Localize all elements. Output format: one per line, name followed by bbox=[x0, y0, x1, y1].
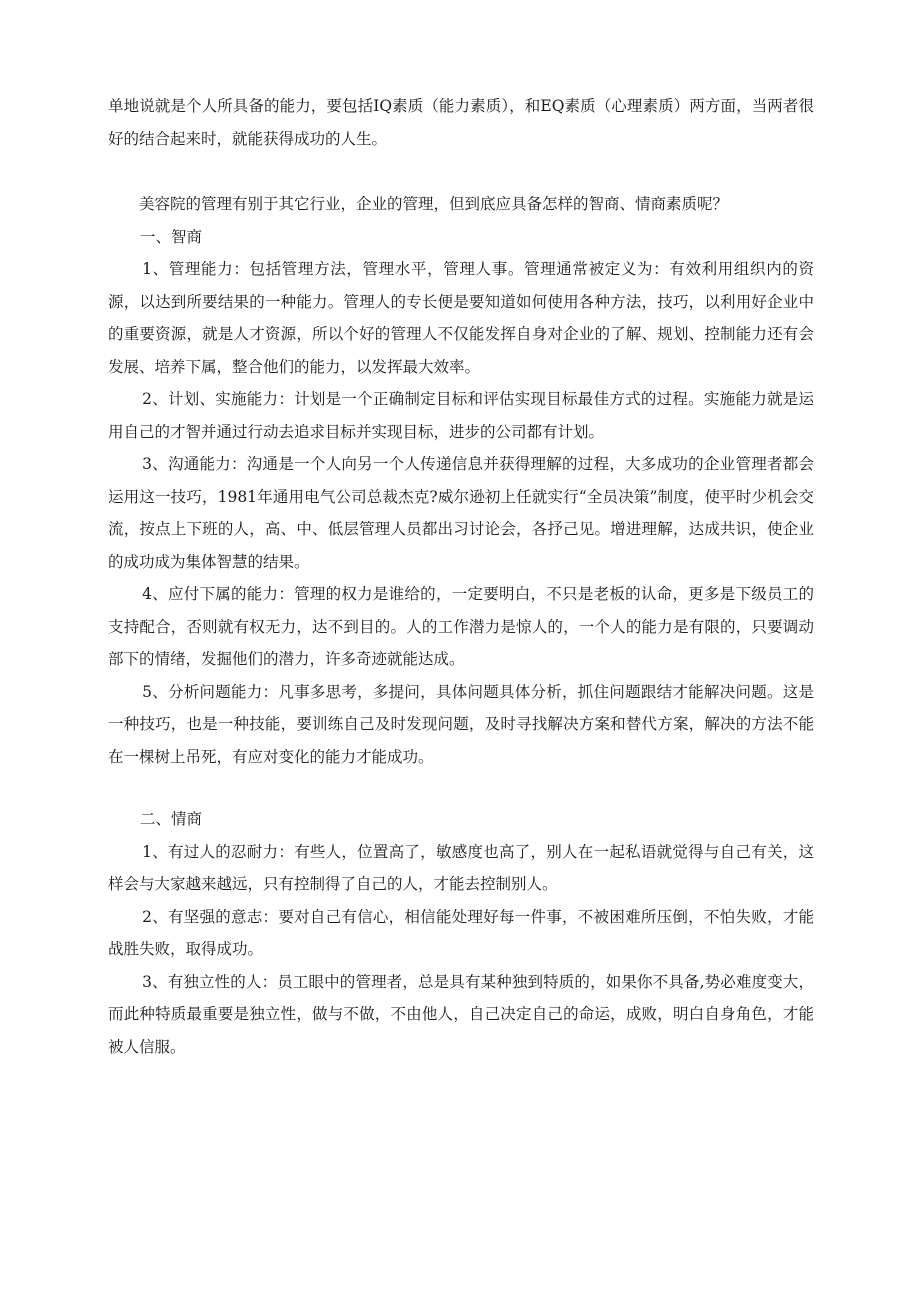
document-page bbox=[108, 90, 814, 1063]
eq-item-willpower: 2、有坚强的意志：要对自己有信心，相信能处理好每一件事，不被困难所压倒，不怕失败，才能战胜失败，取得成功。 bbox=[108, 907, 814, 958]
iq-item-analysis: 5、分析问题能力：凡事多思考，多提问，具体问题具体分析，抓住问题跟结才能解决问题。这是一种技巧，也是一种技能，要训练自己及时发现问题，及时寻找解决方案和替代方案，解决的方法不能在一棵树上吊死，有应对变化的能力才能成功。 bbox=[108, 682, 814, 766]
iq-item-planning: 2、计划、实施能力：计划是一个正确制定目标和评估实现目标最佳方式的过程。实施能力就是运用自己的才智并通过行动去追求目标并实现目标，进步的公司都有计划。 bbox=[108, 390, 814, 441]
question-paragraph: 美容院的管理有别于其它行业，企业的管理，但到底应具备怎样的智商、情商素质呢？ bbox=[139, 195, 729, 213]
iq-item-subordinates: 4、应付下属的能力：管理的权力是谁给的，一定要明白，不只是老板的认命，更多是下级员工的支持配合，否则就有权无力，达不到目的。人的工作潜力是惊人的，一个人的能力是有限的，只要调动部下的情绪，发掘他们的潜力，许多奇迹就能达成。 bbox=[108, 585, 814, 668]
iq-item-communication: 3、沟通能力：沟通是一个人向另一个人传递信息并获得理解的过程，大多成功的企业管理者都会运用这一技巧，1981年通用电气公司总裁杰克?威尔逊初上任就实行“全员决策”制度，使平时少机会交流，按点上下班的人，高、中、低层管理人员都出习讨论会，各抒己见。增进理解，达成共识，使企业的成功成为集体智慧的结果。 bbox=[108, 455, 814, 571]
paragraph-gap bbox=[108, 155, 814, 188]
intro-paragraph: 单地说就是个人所具备的能力，要包括IQ素质（能力素质），和EQ素质（心理素质）两方面，当两者很好的结合起来时，就能获得成功的人生。 bbox=[108, 97, 814, 148]
section-heading-eq: 二、情商 bbox=[140, 810, 203, 828]
eq-item-independence: 3、有独立性的人：员工眼中的管理者，总是具有某种独到特质的，如果你不具备,势必难度变大，而此种特质最重要是独立性，做与不做，不由他人，自己决定自己的命运，成败，明白自身角色，才能被人信服。 bbox=[108, 972, 814, 1056]
section-gap bbox=[108, 773, 814, 803]
eq-item-patience: 1、有过人的忍耐力：有些人，位置高了，敏感度也高了，别人在一起私语就觉得与自己有关，这样会与大家越来越远，只有控制得了自己的人，才能去控制别人。 bbox=[108, 842, 814, 893]
section-heading-iq: 一、智商 bbox=[140, 227, 203, 246]
iq-item-management: 1、管理能力：包括管理方法，管理水平，管理人事。管理通常被定义为：有效利用组织内的资源，以达到所要结果的一种能力。管理人的专长便是要知道如何使用各种方法，技巧，以利用好企业中的重要资源，就是人才资源，所以个好的管理人不仅能发挥自身对企业的了解、规划、控制能力还有会发展、培养下属，整合他们的能力，以发挥最大效率。 bbox=[108, 260, 814, 376]
